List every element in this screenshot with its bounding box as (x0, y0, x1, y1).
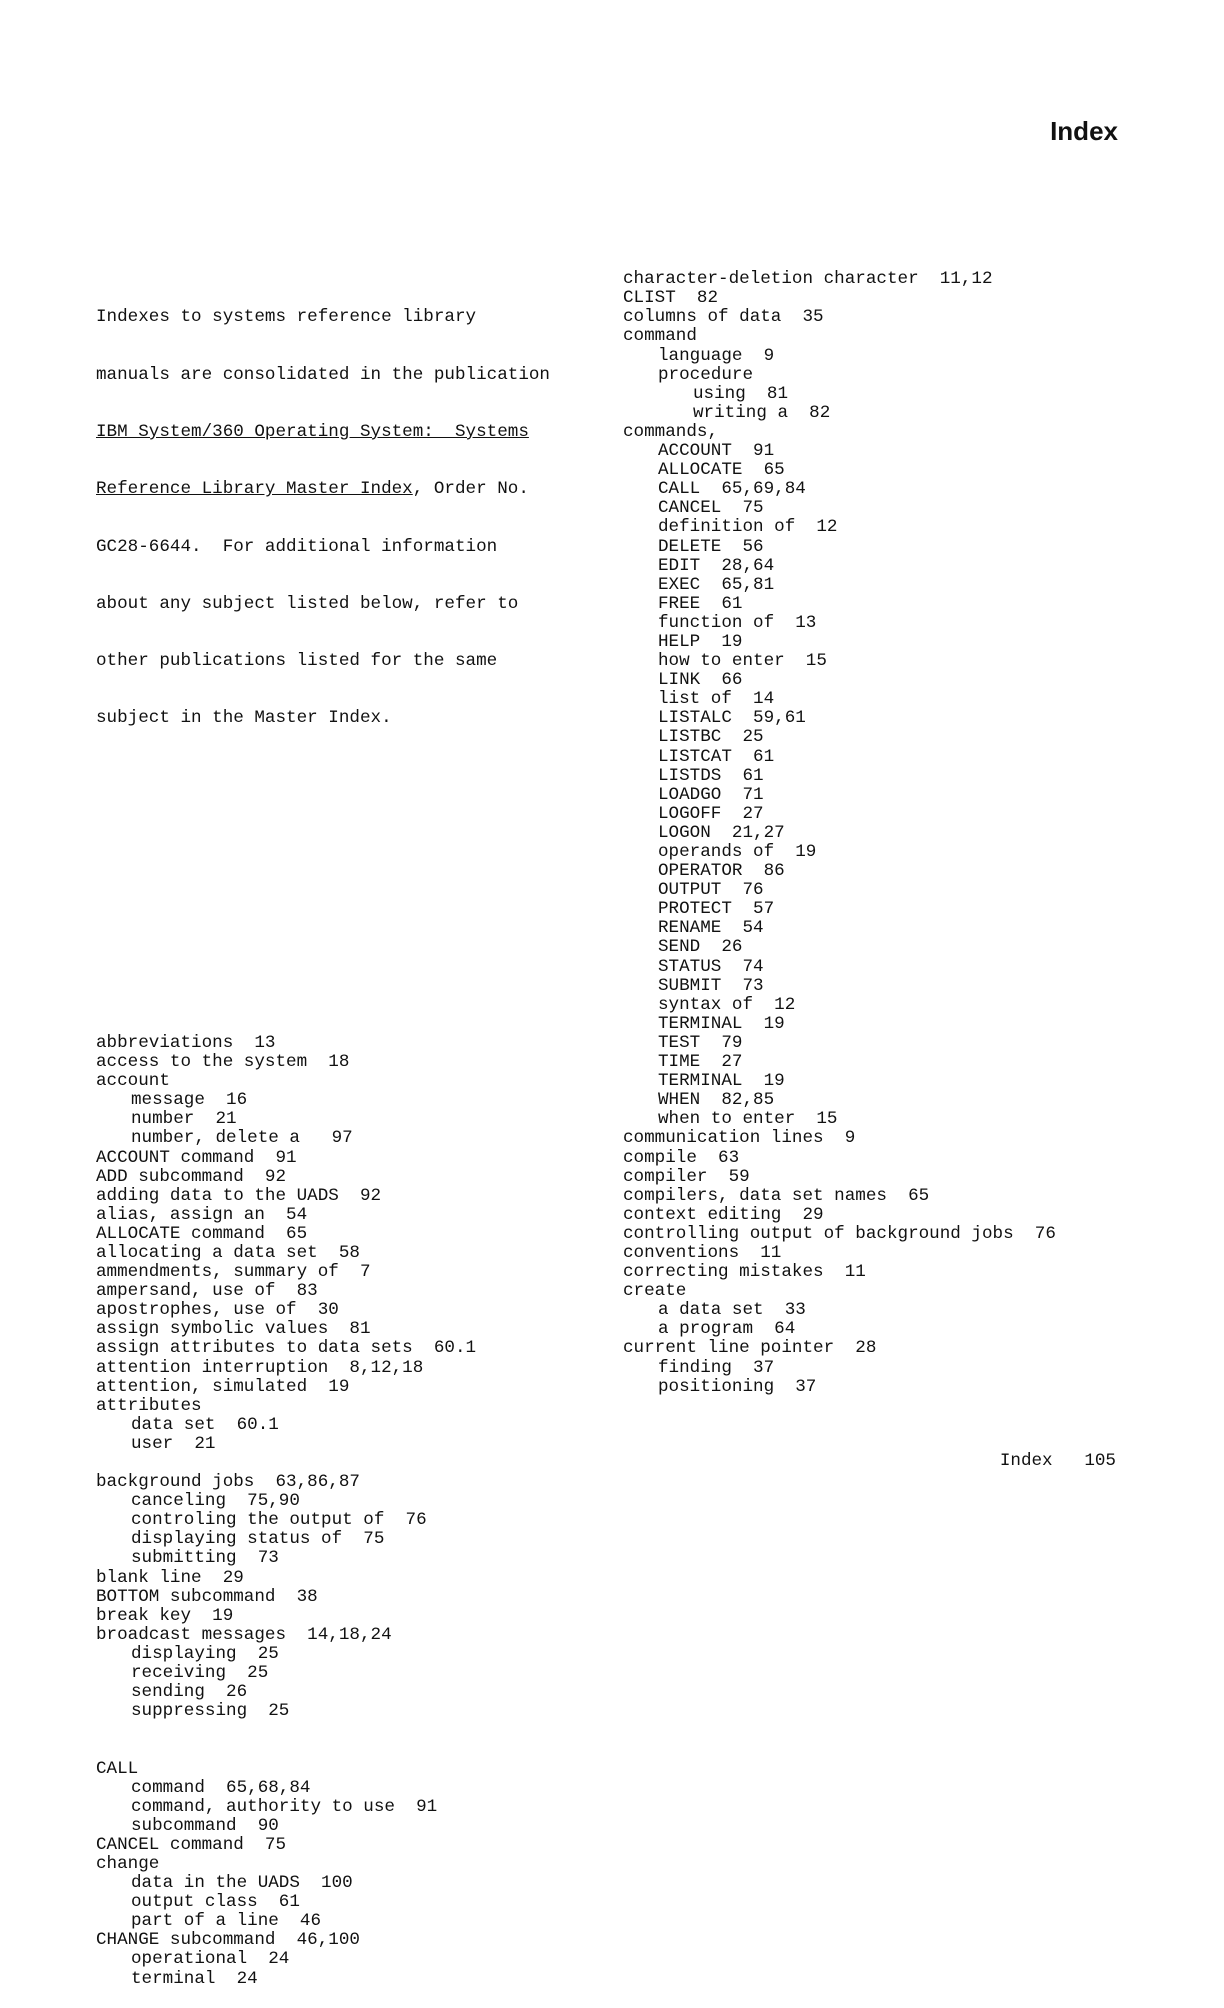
index-subentry: STATUS 74 (658, 956, 764, 977)
index-subentry: a program 64 (658, 1319, 796, 1340)
index-subentry: command 65,68,84 (131, 1777, 311, 1798)
index-entry: assign attributes to data sets 60.1 (96, 1338, 477, 1359)
index-subentry: user 21 (131, 1433, 216, 1454)
index-subentry: SEND 26 (658, 937, 743, 958)
index-subentry: TERMINAL 19 (658, 1071, 785, 1092)
index-subentry: CANCEL 75 (658, 498, 764, 519)
index-entry: assign symbolic values 81 (96, 1319, 371, 1340)
index-subentry: LISTDS 61 (658, 765, 764, 786)
index-subentry: LINK 66 (658, 670, 743, 691)
intro-line: about any subject listed below, refer to (96, 593, 519, 614)
right-column (623, 232, 1143, 1416)
index-subentry: TEST 79 (658, 1032, 743, 1053)
index-subentry: LOGOFF 27 (658, 803, 764, 824)
index-subentry: operands of 19 (658, 842, 817, 862)
index-entry: communication lines 9 (623, 1128, 856, 1149)
intro-line: manuals are consolidated in the publication (96, 364, 550, 385)
index-entry: change (96, 1853, 160, 1874)
index-entry: BOTTOM subcommand 38 (96, 1586, 318, 1607)
index-subentry: ALLOCATE 65 (658, 460, 785, 481)
index-entry: commands, (623, 421, 719, 442)
index-entry: broadcast messages 14,18,24 (96, 1624, 392, 1645)
index-entry: ACCOUNT command 91 (96, 1147, 297, 1168)
index-subentry: SUBMIT 73 (658, 975, 764, 996)
index-subentry: output class 61 (131, 1892, 300, 1913)
index-entry: command (623, 326, 697, 347)
index-entry: alias, assign an 54 (96, 1204, 308, 1225)
index-entry: compile 63 (623, 1147, 740, 1168)
index-entry: break key 19 (96, 1605, 234, 1626)
index-subentry: using 81 (693, 383, 789, 404)
index-subentry: EXEC 65,81 (658, 574, 775, 595)
index-subentry: when to enter 15 (658, 1109, 838, 1130)
intro-line: other publications listed for the same (96, 651, 498, 672)
index-subentry: TERMINAL 19 (658, 1013, 785, 1034)
index-entry: CLIST 82 (623, 288, 719, 309)
index-entry: ampersand, use of 83 (96, 1281, 318, 1302)
index-entry: ALLOCATE command 65 (96, 1223, 308, 1244)
index-subentry: CALL 65,69,84 (658, 479, 806, 500)
index-subentry: WHEN 82,85 (658, 1090, 775, 1111)
spacer (96, 1454, 606, 1473)
index-subentry: TIME 27 (658, 1052, 743, 1073)
index-subentry: LISTBC 25 (658, 727, 764, 748)
index-subentry: data in the UADS 100 (131, 1873, 353, 1894)
index-entry: adding data to the UADS 92 (96, 1185, 382, 1206)
index-subentry: controling the output of 76 (131, 1510, 427, 1531)
index-entry: create (623, 1281, 687, 1302)
index-entry: apostrophes, use of 30 (96, 1300, 339, 1321)
index-entry: columns of data 35 (623, 307, 824, 328)
index-entry: attributes (96, 1395, 202, 1416)
index-subentry: LOGON 21,27 (658, 822, 785, 843)
index-subentry: submitting 73 (131, 1548, 279, 1569)
index-list-right (623, 270, 1143, 1397)
index-entry: attention, simulated 19 (96, 1376, 350, 1397)
index-subentry: EDIT 28,64 (658, 555, 775, 576)
footer-label: Index (999, 1451, 1053, 1471)
page-title: Index (1050, 116, 1118, 146)
intro-paragraph (96, 270, 606, 766)
index-entry: CHANGE subcommand 46,100 (96, 1930, 360, 1951)
page-number: 105 (1084, 1451, 1116, 1471)
index-entry: blank line 29 (96, 1567, 244, 1588)
spacer (96, 1721, 606, 1740)
index-entry: context editing 29 (623, 1204, 824, 1225)
index-subentry: list of 14 (658, 689, 775, 710)
index-entry: compilers, data set names 65 (623, 1185, 930, 1206)
index-entry: access to the system 18 (96, 1052, 350, 1073)
index-subentry: LOADGO 71 (658, 784, 764, 805)
index-subentry: DELETE 56 (658, 536, 764, 557)
intro-line (96, 480, 606, 499)
index-subentry: a data set 33 (658, 1300, 806, 1321)
spacer (96, 1740, 606, 1759)
index-subentry: syntax of 12 (658, 994, 796, 1015)
index-subentry: LISTCAT 61 (658, 746, 775, 767)
index-subentry: operational 24 (131, 1949, 290, 1970)
intro-line: subject in the Master Index. (96, 708, 392, 729)
index-subentry: LISTALC 59,61 (658, 708, 806, 729)
intro-line-rest: , Order No. (412, 479, 529, 500)
left-column (96, 232, 606, 2008)
index-entry: CALL (96, 1758, 139, 1779)
index-subentry: subcommand 90 (131, 1815, 279, 1836)
index-subentry: OUTPUT 76 (658, 880, 764, 901)
index-subentry: ACCOUNT 91 (658, 441, 775, 462)
index-subentry: finding 37 (658, 1357, 775, 1378)
index-subentry: FREE 61 (658, 593, 743, 614)
index-subentry: terminal 24 (131, 1968, 258, 1989)
publication-title-underlined: Reference Library Master Index (96, 479, 413, 500)
index-entry: account (96, 1071, 170, 1092)
index-subentry: writing a 82 (693, 402, 831, 423)
index-subentry: sending 26 (131, 1682, 248, 1703)
index-subentry: procedure (658, 364, 754, 385)
index-subentry: positioning 37 (658, 1376, 817, 1397)
index-entry: controlling output of background jobs 76 (623, 1223, 1056, 1244)
spacer (96, 977, 606, 996)
spacer (96, 862, 606, 881)
index-entry: compiler 59 (623, 1166, 750, 1187)
index-subentry: displaying status of 75 (131, 1529, 385, 1550)
index-entry: ammendments, summary of 7 (96, 1262, 371, 1283)
index-entry: abbreviations 13 (96, 1032, 276, 1053)
index-entry: background jobs 63,86,87 (96, 1472, 360, 1493)
index-subentry: suppressing 25 (131, 1701, 290, 1722)
index-subentry: RENAME 54 (658, 918, 764, 939)
index-entry: attention interruption 8,12,18 (96, 1357, 424, 1378)
index-entry: CANCEL command 75 (96, 1834, 287, 1855)
index-subentry: message 16 (131, 1090, 248, 1111)
index-subentry: command, authority to use 91 (131, 1796, 438, 1817)
index-entry: correcting mistakes 11 (623, 1262, 866, 1283)
index-entry: character-deletion character 11,12 (623, 269, 993, 290)
index-subentry: HELP 19 (658, 631, 743, 652)
page-footer (1000, 1451, 1116, 1471)
spacer (96, 919, 606, 938)
index-subentry: data set 60.1 (131, 1414, 279, 1435)
index-subentry: number, delete a 97 (131, 1128, 353, 1149)
index-subentry: definition of 12 (658, 517, 838, 538)
index-entry: conventions 11 (623, 1242, 782, 1263)
index-subentry: displaying 25 (131, 1643, 279, 1664)
index-subentry: number 21 (131, 1109, 237, 1130)
index-entry: allocating a data set 58 (96, 1242, 360, 1263)
index-entry: ADD subcommand 92 (96, 1166, 287, 1187)
index-subentry: language 9 (658, 345, 775, 366)
spacer (96, 805, 606, 824)
index-list-left (96, 1034, 606, 1989)
index-subentry: how to enter 15 (658, 651, 827, 672)
index-subentry: function of 13 (658, 612, 817, 633)
index-subentry: canceling 75,90 (131, 1491, 300, 1512)
index-subentry: OPERATOR 86 (658, 861, 785, 882)
intro-line: Indexes to systems reference library (96, 307, 477, 328)
intro-line: GC28-6644. For additional information (96, 536, 498, 557)
index-subentry: receiving 25 (131, 1663, 269, 1684)
index-entry: current line pointer 28 (623, 1338, 877, 1359)
index-subentry: part of a line 46 (131, 1911, 322, 1932)
intro-line-publication-title: IBM System/360 Operating System: Systems (96, 421, 529, 442)
index-subentry: PROTECT 57 (658, 899, 775, 920)
